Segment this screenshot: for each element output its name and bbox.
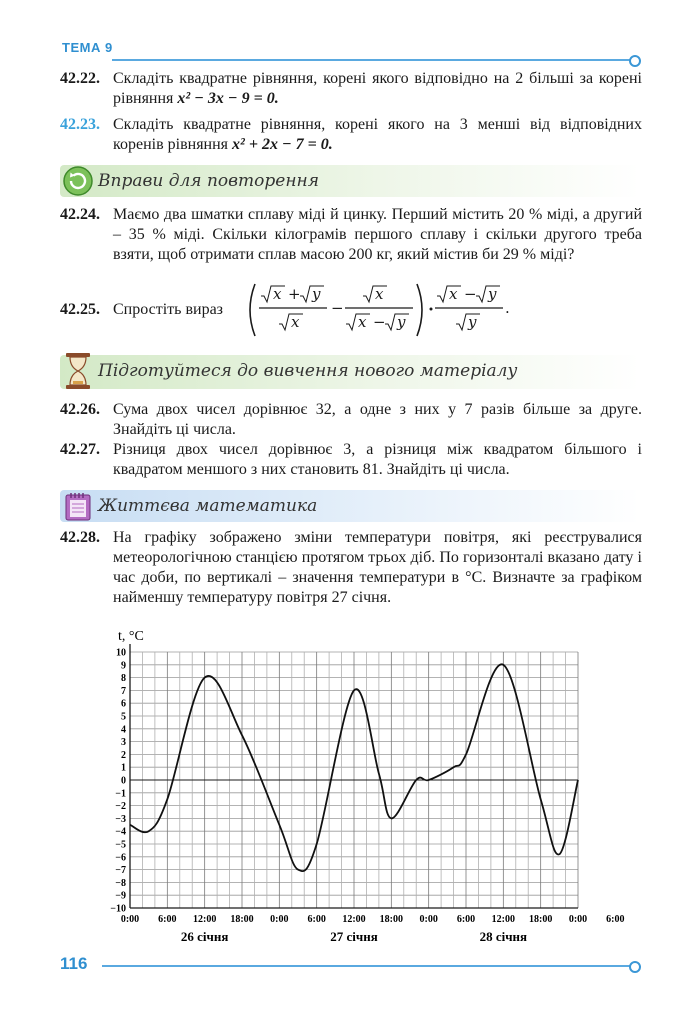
problem-text: Складіть квадратне рівняння, корені якого на 3 менші від відповідних коренів рівняння [113, 116, 642, 153]
y-tick-label: −3 [115, 813, 126, 825]
notepad-icon [62, 490, 94, 522]
problem-text: Складіть квадратне рівняння, корені якого відповідно на 2 більші за корені рівняння [113, 70, 642, 107]
x-tick-label: 6:00 [158, 914, 177, 925]
section-life [60, 490, 640, 522]
problem-42-28 [60, 528, 642, 608]
problem-number: 42.22. [60, 70, 100, 87]
svg-text:x: x [291, 313, 300, 331]
section-prepare [60, 355, 640, 389]
header-ring [629, 55, 641, 67]
section-title: Життєва математика [98, 496, 318, 516]
x-tick-label: 0:00 [568, 914, 588, 925]
problem-formula: x² + 2x − 7 = 0. [232, 136, 333, 153]
temperature-chart [100, 628, 625, 950]
x-tick-label: 6:00 [307, 914, 326, 925]
page-number: 116 [60, 954, 88, 973]
y-tick-label: −2 [115, 801, 126, 813]
problem-42-22 [60, 69, 642, 109]
y-tick-label: 1 [121, 762, 126, 774]
topic-label: ТЕМА 9 [62, 40, 113, 55]
header-rule [112, 59, 634, 61]
x-tick-label: 0:00 [419, 914, 438, 925]
problem-number: 42.24. [60, 206, 100, 223]
y-tick-label: 2 [121, 749, 126, 761]
y-tick-label: 6 [121, 698, 126, 710]
refresh-icon [62, 165, 94, 197]
problem-text: Сума двох чисел дорівнює 32, а одне з них у 7 разів більше за друге. Знайдіть ці числа. [113, 401, 642, 438]
y-tick-label: −9 [115, 890, 126, 902]
svg-text:x: x [358, 313, 367, 331]
x-tick-label: 6:00 [456, 914, 476, 925]
svg-text:x: x [449, 285, 458, 303]
x-tick-label: 18:00 [379, 914, 404, 925]
problem-42-23 [60, 115, 642, 155]
x-tick-label: 18:00 [230, 914, 254, 925]
y-tick-label: −6 [115, 852, 126, 864]
footer-rule [102, 965, 634, 967]
y-tick-label: 4 [121, 724, 126, 736]
svg-text:+: + [288, 285, 301, 303]
svg-text:y: y [397, 313, 406, 331]
y-tick-label: −8 [115, 877, 126, 889]
svg-text:y: y [468, 313, 477, 331]
x-tick-label: 6:00 [606, 914, 625, 925]
svg-text:−: − [464, 285, 477, 303]
problem-number: 42.25. [60, 301, 100, 318]
y-tick-label: −7 [115, 865, 126, 877]
problem-number: 42.28. [60, 529, 100, 546]
y-tick-label: 7 [121, 685, 126, 697]
svg-text:x: x [375, 285, 384, 303]
problem-42-26 [60, 400, 642, 440]
problem-text: Різниця двох чисел дорівнює 3, а різниця між квадратом більшого і квадратом меншого з них становить 81. Знайдіть ці числа. [113, 441, 642, 478]
y-tick-label: 9 [121, 660, 126, 672]
y-tick-label: 8 [121, 673, 126, 685]
problem-42-27 [60, 440, 642, 480]
problem-number: 42.27. [60, 441, 100, 458]
section-title: Підготуйтеся до вивчення нового матеріалу [98, 361, 518, 381]
problem-42-24 [60, 205, 642, 265]
svg-text:−: − [373, 313, 386, 331]
problem-number: 42.26. [60, 401, 100, 418]
problem-formula: x² − 3x − 9 = 0. [177, 90, 279, 107]
x-tick-label: 12:00 [342, 914, 366, 925]
problem-text: Спростіть вираз [113, 301, 223, 318]
day-label: 27 січня [330, 929, 378, 944]
y-tick-label: −4 [115, 826, 126, 838]
svg-text:y: y [312, 285, 321, 303]
y-axis-label: t, °C [118, 629, 144, 644]
svg-text:.: . [505, 299, 510, 317]
footer-ring [629, 961, 641, 973]
y-tick-label: 0 [121, 775, 126, 787]
day-label: 28 січня [479, 929, 528, 944]
y-tick-label: 10 [116, 647, 126, 659]
svg-text:y: y [488, 285, 497, 303]
y-tick-label: −5 [115, 839, 126, 851]
problem-text: Маємо два шматки сплаву міді й цинку. Перший містить 20 % міді, а другий – 35 % міді. Скільки кілограмів першого сплаву і скільки другого треба взяти, щоб отримати сплав масою 200 кг, який містив би 29 % міді? [113, 206, 642, 263]
y-tick-label: 3 [121, 737, 126, 749]
section-title: Вправи для повторення [98, 171, 319, 191]
y-tick-label: −1 [115, 788, 126, 800]
expression-formula [245, 280, 515, 340]
section-review [60, 165, 640, 197]
y-tick-label: −10 [110, 903, 126, 915]
problem-number: 42.23. [60, 116, 100, 133]
x-tick-label: 0:00 [270, 914, 289, 925]
problem-text: На графіку зображено зміни температури повітря, які реєструвалися метеорологічною станцією протягом трьох діб. По горизонталі вказано дату і час доби, по вертикалі – значення температури в °С. Визначте за графіком найменшу температуру повітря 27 січня. [113, 529, 642, 606]
x-tick-label: 12:00 [192, 914, 217, 925]
hourglass-icon [62, 351, 94, 391]
x-tick-label: 18:00 [528, 914, 553, 925]
day-label: 26 січня [180, 929, 229, 944]
svg-text:x: x [273, 285, 282, 303]
x-tick-label: 0:00 [120, 914, 140, 925]
y-tick-label: 5 [121, 711, 126, 723]
x-tick-label: 12:00 [491, 914, 516, 925]
svg-text:−: − [331, 299, 344, 317]
